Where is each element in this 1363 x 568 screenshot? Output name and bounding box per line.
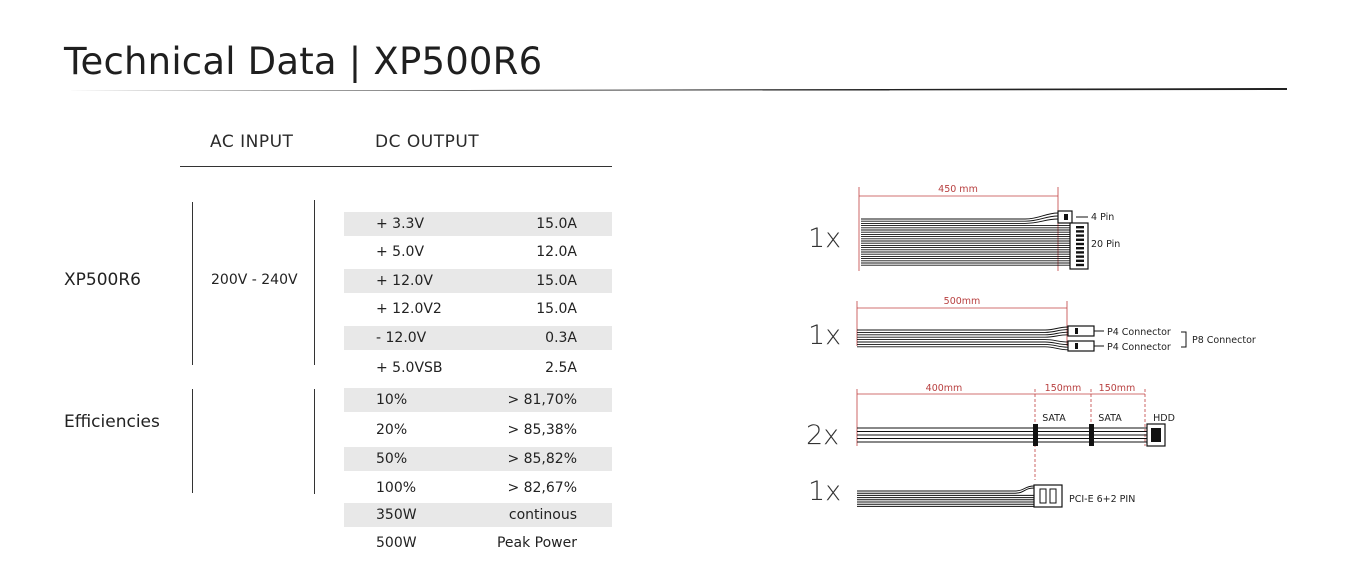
connector-pin	[1076, 230, 1084, 232]
power-value: continous	[508, 507, 577, 523]
atx-4pin-detail	[1064, 214, 1068, 220]
p8-connector-label: P8 Connector	[1192, 335, 1256, 346]
dc-rail-label: + 3.3V	[376, 216, 425, 232]
efficiency-load-label: 50%	[376, 451, 408, 467]
pcie-wires	[857, 486, 1034, 506]
atx-4pin-label: 4 Pin	[1091, 212, 1115, 223]
efficiency-value: > 81,70%	[507, 392, 577, 408]
efficiency-value: > 85,38%	[507, 422, 577, 438]
atx-wires	[861, 213, 1070, 265]
atx-20pin-connector	[1070, 223, 1088, 269]
power-value: Peak Power	[496, 535, 577, 551]
dc-rail-label: + 12.0V2	[376, 301, 442, 317]
p4-connector-a	[1068, 326, 1094, 336]
connector-latch	[1075, 343, 1078, 349]
hdd-label: HDD	[1153, 413, 1175, 424]
connector-pin	[1076, 243, 1084, 245]
connector-pin	[1076, 255, 1084, 257]
page-title: Technical Data | XP500R6	[64, 40, 543, 83]
dc-rail-value: 12.0A	[536, 244, 577, 260]
sata-label-2: SATA	[1098, 413, 1122, 424]
atx-20pin-label: 20 Pin	[1091, 239, 1121, 250]
connector-pin	[1076, 264, 1084, 266]
sata-connector-1	[1033, 424, 1038, 446]
p8-cable-count: 1x	[808, 320, 842, 351]
sata-wires	[857, 428, 1147, 442]
dc-rail-value: 15.0A	[536, 216, 577, 232]
pcie-label: PCI-E 6+2 PIN	[1069, 494, 1136, 505]
dc-rail-value: 15.0A	[536, 273, 577, 289]
dc-rail-label: + 5.0V	[376, 244, 425, 260]
p8-cable	[857, 296, 1256, 353]
p8-bracket	[1181, 332, 1186, 347]
atx-length-label: 450 mm	[938, 184, 978, 195]
p8-length-label: 500mm	[943, 296, 981, 307]
p4-connector-label-b: P4 Connector	[1107, 342, 1171, 353]
connector-pin	[1076, 251, 1084, 253]
dc-rail-label: - 12.0V	[376, 330, 427, 346]
ac-input-header: AC INPUT	[210, 132, 294, 152]
hdd-connector-detail	[1151, 428, 1161, 442]
pcie-connector-detail	[1040, 489, 1046, 503]
efficiencies-label: Efficiencies	[64, 412, 160, 432]
sata-label-1: SATA	[1042, 413, 1066, 424]
connector-pin	[1076, 260, 1084, 262]
sata-connector-2	[1089, 424, 1094, 446]
connector-pin	[1076, 239, 1084, 241]
p4-connector-b	[1068, 341, 1094, 351]
dc-rail-label: + 12.0V	[376, 273, 433, 289]
pcie-cable	[857, 485, 1135, 507]
cable-wire	[857, 486, 1034, 491]
power-label: 350W	[376, 507, 417, 523]
dc-rail-value: 15.0A	[536, 301, 577, 317]
sata-cable	[857, 383, 1175, 480]
pcie-connector	[1034, 485, 1062, 507]
dc-rail-value: 2.5A	[545, 360, 577, 376]
sata-length-1: 400mm	[925, 383, 963, 394]
connector-pin	[1076, 234, 1084, 236]
sata-length-2: 150mm	[1044, 383, 1082, 394]
pcie-cable-count: 1x	[808, 476, 842, 507]
efficiency-value: > 85,82%	[507, 451, 577, 467]
ac-input-value: 200V - 240V	[211, 272, 298, 288]
cable-wire	[861, 213, 1058, 219]
atx-cable	[859, 184, 1120, 271]
cable-wire	[857, 347, 1068, 350]
cable-wire	[857, 327, 1068, 330]
model-label: XP500R6	[64, 270, 141, 290]
connector-pin	[1076, 247, 1084, 249]
connector-pin	[1076, 226, 1084, 228]
p8-wires	[857, 327, 1068, 350]
pcie-connector-detail	[1050, 489, 1056, 503]
efficiency-load-label: 20%	[376, 422, 408, 438]
sata-cable-count: 2x	[806, 420, 840, 451]
sata-length-3: 150mm	[1098, 383, 1136, 394]
dc-rail-label: + 5.0VSB	[376, 360, 443, 376]
efficiency-value: > 82,67%	[507, 480, 577, 496]
connector-latch	[1075, 328, 1078, 334]
efficiency-load-label: 100%	[376, 480, 417, 496]
efficiency-load-label: 10%	[376, 392, 408, 408]
power-label: 500W	[376, 535, 417, 551]
dc-output-header: DC OUTPUT	[375, 132, 480, 152]
dc-rail-value: 0.3A	[545, 330, 577, 346]
p4-connector-label-a: P4 Connector	[1107, 327, 1171, 338]
atx-cable-count: 1x	[808, 223, 842, 254]
